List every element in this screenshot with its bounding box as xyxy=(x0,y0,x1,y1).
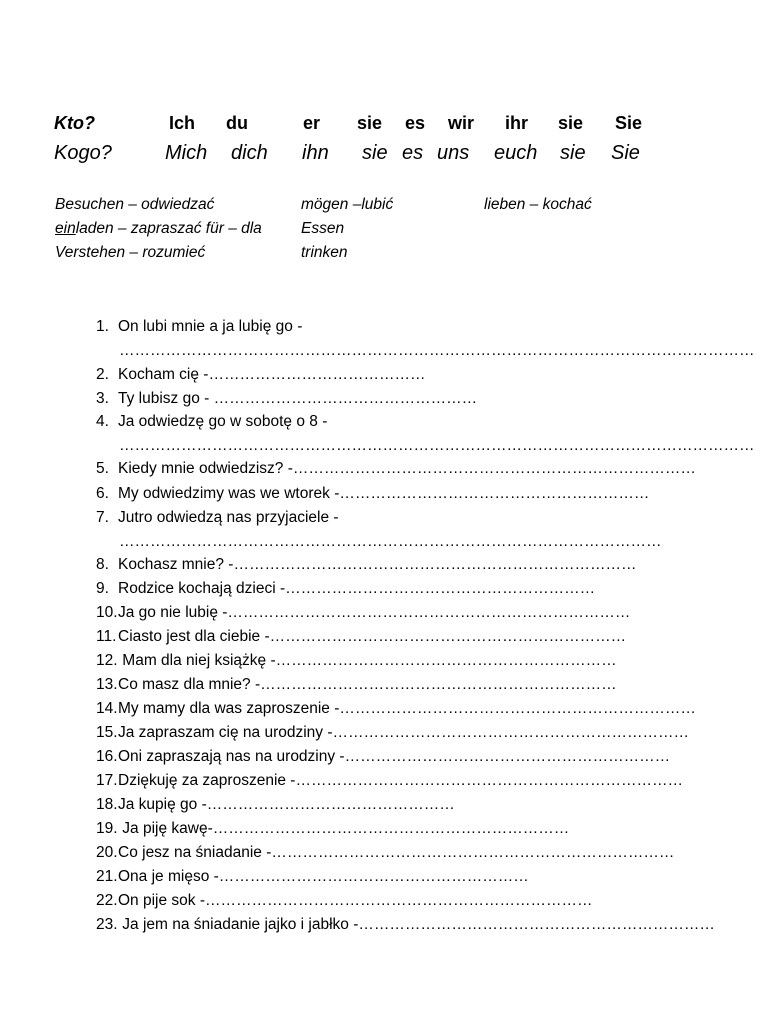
exercise-text: Co masz dla mnie? -…………………………………………………………… xyxy=(118,676,617,693)
exercise-text: Ja piję kawę-…………………………………………………………… xyxy=(118,820,570,837)
pronoun-ihr: ihr xyxy=(505,113,529,133)
pronoun-er: er xyxy=(303,113,321,133)
exercise-21 xyxy=(96,867,716,887)
exercise-23 xyxy=(96,915,716,935)
pronoun-ihn: ihn xyxy=(302,142,329,164)
exercise-13 xyxy=(96,675,716,695)
exercise-number: 14. xyxy=(96,700,118,717)
exercise-text: Ona je mięso -…………………………………………………… xyxy=(118,868,529,885)
pronoun-sie-they: sie xyxy=(558,113,584,133)
exercise-text: Ty lubisz go - …………………………………………… xyxy=(118,390,478,407)
exercise-number: 23. xyxy=(96,916,118,933)
vocab-moegen: mögen –lubić xyxy=(301,196,394,213)
vocab-trinken: trinken xyxy=(301,244,348,261)
exercise-number: 8. xyxy=(96,556,109,573)
exercise-number: 13. xyxy=(96,676,118,693)
pronoun-sie-they-acc: sie xyxy=(560,142,586,164)
exercise-number: 10. xyxy=(96,604,118,621)
exercise-answer-line: …………………………………………………………………………………………………………… xyxy=(119,437,755,454)
exercise-number: 11. xyxy=(96,628,117,645)
accusative-row xyxy=(0,142,768,168)
exercise-text: Ja zapraszam cię na urodziny -…………………………………………………………… xyxy=(118,724,690,741)
exercise-text: Co jesz na śniadanie -…………………………………………………………………… xyxy=(118,844,675,861)
exercise-6 xyxy=(96,484,716,504)
vocab-besuchen: Besuchen – odwiedzać xyxy=(55,196,215,213)
exercise-number: 19. xyxy=(96,820,118,837)
exercise-11 xyxy=(96,627,716,647)
vocab-verstehen: Verstehen – rozumieć xyxy=(55,244,206,261)
nominative-row xyxy=(0,113,768,137)
exercise-16 xyxy=(96,747,716,767)
exercise-text: On lubi mnie a ja lubię go - xyxy=(118,318,303,335)
exercise-10 xyxy=(96,603,716,623)
exercise-14 xyxy=(96,699,716,719)
exercise-number: 12. xyxy=(96,652,118,669)
pronoun-euch: euch xyxy=(494,142,538,164)
pronoun-sie-she: sie xyxy=(357,113,383,133)
pronoun-du: du xyxy=(226,113,248,133)
exercise-12 xyxy=(96,651,716,671)
vocab-einladen-rest: laden – zapraszać für – dla xyxy=(75,220,262,237)
exercise-number: 4. xyxy=(96,413,109,430)
exercise-number: 20. xyxy=(96,844,118,861)
exercise-5 xyxy=(96,459,716,479)
exercise-text: Kiedy mnie odwiedzisz? -…………………………………………………………………… xyxy=(118,460,696,477)
exercise-text: Ja go nie lubię -…………………………………………………………………… xyxy=(118,604,631,621)
exercise-number: 6. xyxy=(96,485,109,502)
exercise-text: On pije sok -………………………………………………………………… xyxy=(118,892,593,909)
exercise-number: 15. xyxy=(96,724,118,741)
pronoun-es: es xyxy=(405,113,426,133)
exercise-20 xyxy=(96,843,716,863)
exercise-number: 5. xyxy=(96,460,109,477)
exercise-4 xyxy=(96,412,755,456)
exercise-number: 3. xyxy=(96,390,109,407)
exercise-number: 18. xyxy=(96,796,118,813)
exercise-text: Ja jem na śniadanie jajko i jabłko -…………………………………………………………… xyxy=(118,916,715,933)
exercise-number: 9. xyxy=(96,580,109,597)
exercise-2 xyxy=(96,365,716,385)
exercise-19 xyxy=(96,819,716,839)
vocab-einladen xyxy=(55,220,262,238)
pronoun-sie-formal-acc: Sie xyxy=(611,142,640,164)
exercise-17 xyxy=(96,771,716,791)
exercise-text: Ja kupię go -………………………………………… xyxy=(118,796,455,813)
exercise-1 xyxy=(96,317,755,361)
exercise-8 xyxy=(96,555,716,575)
exercise-answer-line: …………………………………………………………………………………………………………… xyxy=(119,342,755,359)
exercise-number: 2. xyxy=(96,366,109,383)
exercise-text: Ciasto jest dla ciebie -…………………………………………………………… xyxy=(118,628,627,645)
vocab-essen: Essen xyxy=(301,220,345,237)
pronoun-uns: uns xyxy=(437,142,470,164)
exercise-text: My odwiedzimy was we wtorek -…………………………………………………… xyxy=(118,485,650,502)
exercise-text: Mam dla niej książkę -………………………………………………………… xyxy=(118,652,617,669)
exercise-answer-line: …………………………………………………………………………………………… xyxy=(119,533,662,550)
exercise-number: 7. xyxy=(96,509,109,526)
exercise-text: Jutro odwiedzą nas przyjaciele - xyxy=(118,509,339,526)
accusative-label: Kogo? xyxy=(54,142,112,164)
exercise-text: Rodzice kochają dzieci -…………………………………………………… xyxy=(118,580,596,597)
vocab-einladen-prefix: ein xyxy=(55,220,76,237)
exercise-text: Ja odwiedzę go w sobotę o 8 - xyxy=(118,413,328,430)
nominative-label: Kto? xyxy=(54,113,95,133)
exercise-text: Dziękuję za zaproszenie -………………………………………………………………… xyxy=(118,772,683,789)
exercise-7 xyxy=(96,508,716,552)
exercise-text: My mamy dla was zaproszenie -…………………………………………………………… xyxy=(118,700,696,717)
exercise-number: 1. xyxy=(96,318,109,335)
exercise-text: Oni zapraszają nas na urodziny -……………………………………………………… xyxy=(118,748,671,765)
exercise-22 xyxy=(96,891,716,911)
exercise-18 xyxy=(96,795,716,815)
pronoun-ich: Ich xyxy=(169,113,196,133)
exercise-number: 22. xyxy=(96,892,118,909)
exercise-text: Kocham cię -…………………………………… xyxy=(118,366,426,383)
pronoun-sie-acc: sie xyxy=(362,142,388,164)
exercise-number: 16. xyxy=(96,748,118,765)
vocab-lieben: lieben – kochać xyxy=(484,196,592,213)
pronoun-sie-formal: Sie xyxy=(615,113,643,133)
exercise-number: 21. xyxy=(96,868,118,885)
pronoun-wir: wir xyxy=(448,113,475,133)
exercise-15 xyxy=(96,723,716,743)
pronoun-mich: Mich xyxy=(165,142,208,164)
exercise-3 xyxy=(96,389,716,409)
exercise-text: Kochasz mnie? -…………………………………………………………………… xyxy=(118,556,637,573)
exercise-9 xyxy=(96,579,716,599)
exercise-number: 17. xyxy=(96,772,118,789)
pronoun-dich: dich xyxy=(231,142,268,164)
pronoun-es-acc: es xyxy=(402,142,424,164)
